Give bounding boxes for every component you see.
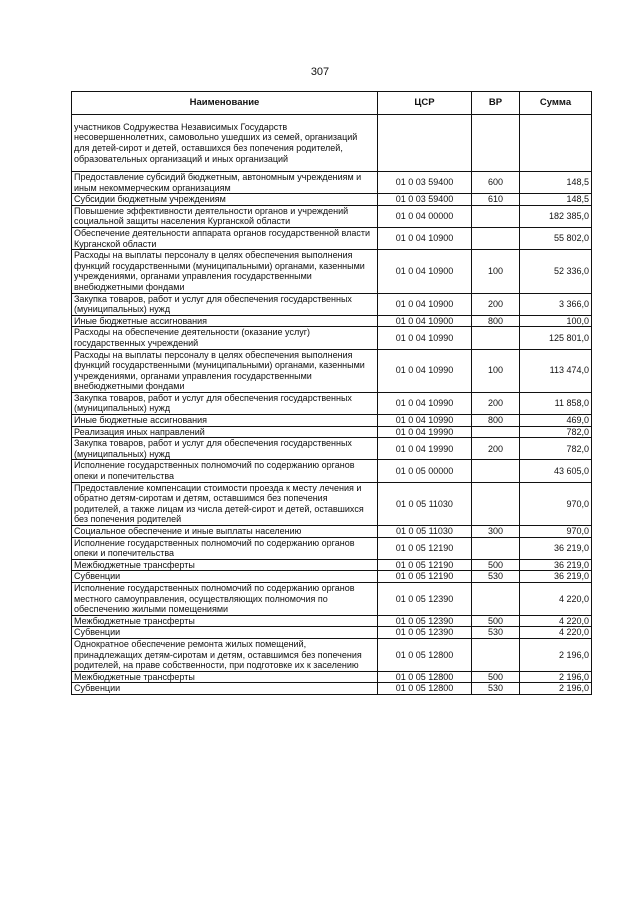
- row-sum: 2 196,0: [520, 671, 592, 683]
- table-row: [72, 327, 592, 349]
- row-name: Субсидии бюджетным учреждениям: [72, 194, 378, 206]
- row-name: Закупка товаров, работ и услуг для обеспечения государственных (муниципальных) нужд: [72, 293, 378, 315]
- table-row: [72, 482, 592, 525]
- row-name: Реализация иных направлений: [72, 426, 378, 438]
- row-csr: 01 0 04 19990: [378, 438, 472, 460]
- row-csr: 01 0 05 12390: [378, 627, 472, 639]
- row-name: Исполнение государственных полномочий по содержанию органов опеки и попечительства: [72, 460, 378, 482]
- row-sum: 4 220,0: [520, 582, 592, 615]
- table-row: [72, 615, 592, 627]
- row-vr: 530: [472, 683, 520, 695]
- row-vr: [472, 115, 520, 172]
- row-vr: [472, 227, 520, 249]
- row-vr: [472, 638, 520, 671]
- row-sum: 36 219,0: [520, 537, 592, 559]
- row-csr: 01 0 05 11030: [378, 482, 472, 525]
- row-vr: [472, 482, 520, 525]
- row-vr: [472, 327, 520, 349]
- row-sum: 36 219,0: [520, 571, 592, 583]
- table-row: [72, 172, 592, 194]
- table-row: [72, 293, 592, 315]
- row-csr: 01 0 05 12390: [378, 582, 472, 615]
- row-vr: 100: [472, 250, 520, 293]
- row-vr: 800: [472, 315, 520, 327]
- table-row: [72, 627, 592, 639]
- row-vr: [472, 460, 520, 482]
- row-vr: 800: [472, 415, 520, 427]
- row-csr: 01 0 04 10900: [378, 250, 472, 293]
- row-csr: 01 0 03 59400: [378, 194, 472, 206]
- row-vr: 300: [472, 526, 520, 538]
- row-csr: 01 0 05 11030: [378, 526, 472, 538]
- row-csr: 01 0 05 12800: [378, 683, 472, 695]
- row-csr: 01 0 04 10900: [378, 227, 472, 249]
- row-sum: 52 336,0: [520, 250, 592, 293]
- page-number: 307: [310, 66, 330, 78]
- row-sum: 113 474,0: [520, 349, 592, 392]
- row-vr: 600: [472, 172, 520, 194]
- row-name: Однократное обеспечение ремонта жилых помещений, принадлежащих детям-сиротам и детям, оставшимся без попечения родителей, на праве собственности, при подготовке их к заселению: [72, 638, 378, 671]
- row-sum: 182 385,0: [520, 205, 592, 227]
- row-name: Субвенции: [72, 683, 378, 695]
- row-csr: 01 0 04 10990: [378, 392, 472, 414]
- row-name: Межбюджетные трансферты: [72, 559, 378, 571]
- table-row: [72, 392, 592, 414]
- row-vr: 530: [472, 627, 520, 639]
- row-sum: 148,5: [520, 194, 592, 206]
- table-header-row: [72, 92, 592, 115]
- row-vr: 610: [472, 194, 520, 206]
- row-sum: 469,0: [520, 415, 592, 427]
- row-sum: 782,0: [520, 426, 592, 438]
- header-name: Наименование: [72, 92, 378, 115]
- row-name: Исполнение государственных полномочий по содержанию органов местного самоуправления, осуществляющих полномочия по обеспечению жилыми помещениями: [72, 582, 378, 615]
- row-csr: 01 0 05 12190: [378, 537, 472, 559]
- header-vr: ВР: [472, 92, 520, 115]
- row-sum: 125 801,0: [520, 327, 592, 349]
- row-csr: 01 0 04 10990: [378, 327, 472, 349]
- table-row: [72, 537, 592, 559]
- row-csr: 01 0 05 12190: [378, 571, 472, 583]
- row-vr: [472, 537, 520, 559]
- row-vr: 200: [472, 293, 520, 315]
- table-row: [72, 438, 592, 460]
- table-row: [72, 638, 592, 671]
- table-row: [72, 426, 592, 438]
- row-vr: 500: [472, 559, 520, 571]
- row-name: Обеспечение деятельности аппарата органов государственной власти Курганской области: [72, 227, 378, 249]
- row-sum: 11 858,0: [520, 392, 592, 414]
- row-sum: [520, 115, 592, 172]
- table-row: [72, 671, 592, 683]
- row-name: Расходы на выплаты персоналу в целях обеспечения выполнения функций государственными (муниципальными) органами, казенными учреждениями, органами управления государственными внебюджетными фондами: [72, 250, 378, 293]
- row-sum: 4 220,0: [520, 627, 592, 639]
- row-name: Закупка товаров, работ и услуг для обеспечения государственных (муниципальных) нужд: [72, 392, 378, 414]
- row-name: Иные бюджетные ассигнования: [72, 415, 378, 427]
- row-sum: 100,0: [520, 315, 592, 327]
- table-row: [72, 582, 592, 615]
- row-csr: 01 0 05 12190: [378, 559, 472, 571]
- header-csr: ЦСР: [378, 92, 472, 115]
- row-name: Закупка товаров, работ и услуг для обеспечения государственных (муниципальных) нужд: [72, 438, 378, 460]
- row-name: Исполнение государственных полномочий по содержанию органов опеки и попечительства: [72, 537, 378, 559]
- row-csr: 01 0 05 12390: [378, 615, 472, 627]
- table-row: [72, 415, 592, 427]
- table-row: [72, 250, 592, 293]
- row-csr: 01 0 03 59400: [378, 172, 472, 194]
- row-sum: 43 605,0: [520, 460, 592, 482]
- row-name: Повышение эффективности деятельности органов и учреждений социальной защиты населения Курганской области: [72, 205, 378, 227]
- row-sum: 970,0: [520, 482, 592, 525]
- table-row: [72, 571, 592, 583]
- row-name: Межбюджетные трансферты: [72, 615, 378, 627]
- row-sum: 2 196,0: [520, 683, 592, 695]
- row-vr: [472, 426, 520, 438]
- table-row: [72, 115, 592, 172]
- row-vr: 200: [472, 438, 520, 460]
- row-csr: 01 0 05 12800: [378, 671, 472, 683]
- row-csr: 01 0 04 10900: [378, 293, 472, 315]
- row-name: Расходы на обеспечение деятельности (оказание услуг) государственных учреждений: [72, 327, 378, 349]
- row-vr: 500: [472, 615, 520, 627]
- row-csr: [378, 115, 472, 172]
- row-sum: 4 220,0: [520, 615, 592, 627]
- header-sum: Сумма: [520, 92, 592, 115]
- row-name: Иные бюджетные ассигнования: [72, 315, 378, 327]
- row-vr: [472, 205, 520, 227]
- table-row: [72, 205, 592, 227]
- row-sum: 148,5: [520, 172, 592, 194]
- budget-table: [71, 91, 592, 695]
- row-vr: [472, 582, 520, 615]
- row-sum: 3 366,0: [520, 293, 592, 315]
- row-csr: 01 0 04 10900: [378, 315, 472, 327]
- row-csr: 01 0 04 10990: [378, 415, 472, 427]
- row-name: Субвенции: [72, 571, 378, 583]
- row-csr: 01 0 05 12800: [378, 638, 472, 671]
- row-sum: 970,0: [520, 526, 592, 538]
- table-row: [72, 315, 592, 327]
- row-name: Расходы на выплаты персоналу в целях обеспечения выполнения функций государственными (муниципальными) органами, казенными учреждениями, органами управления государственными внебюджетными фондами: [72, 349, 378, 392]
- row-sum: 782,0: [520, 438, 592, 460]
- table-row: [72, 559, 592, 571]
- row-csr: 01 0 04 00000: [378, 205, 472, 227]
- row-csr: 01 0 04 10990: [378, 349, 472, 392]
- row-name: Межбюджетные трансферты: [72, 671, 378, 683]
- row-name: Предоставление субсидий бюджетным, автономным учреждениям и иным некоммерческим организациям: [72, 172, 378, 194]
- table-row: [72, 194, 592, 206]
- row-vr: 200: [472, 392, 520, 414]
- row-csr: 01 0 04 19990: [378, 426, 472, 438]
- row-sum: 2 196,0: [520, 638, 592, 671]
- row-sum: 36 219,0: [520, 559, 592, 571]
- row-sum: 55 802,0: [520, 227, 592, 249]
- table-row: [72, 683, 592, 695]
- table-row: [72, 526, 592, 538]
- table-row: [72, 460, 592, 482]
- row-name: Социальное обеспечение и иные выплаты населению: [72, 526, 378, 538]
- table-row: [72, 227, 592, 249]
- row-vr: 100: [472, 349, 520, 392]
- row-vr: 530: [472, 571, 520, 583]
- row-name: участников Содружества Независимых Государств несовершеннолетних, самовольно ушедших из семей, организаций для детей-сирот и детей, оставшихся без попечения родителей, образовательных организаций и иных организаций: [72, 115, 378, 172]
- row-csr: 01 0 05 00000: [378, 460, 472, 482]
- row-name: Предоставление компенсации стоимости проезда к месту лечения и обратно детям-сиротам и детям, оставшимся без попечения родителей, а также лицам из числа детей-сирот и детей, оставшихся без попечения родителей: [72, 482, 378, 525]
- table-row: [72, 349, 592, 392]
- row-name: Субвенции: [72, 627, 378, 639]
- row-vr: 500: [472, 671, 520, 683]
